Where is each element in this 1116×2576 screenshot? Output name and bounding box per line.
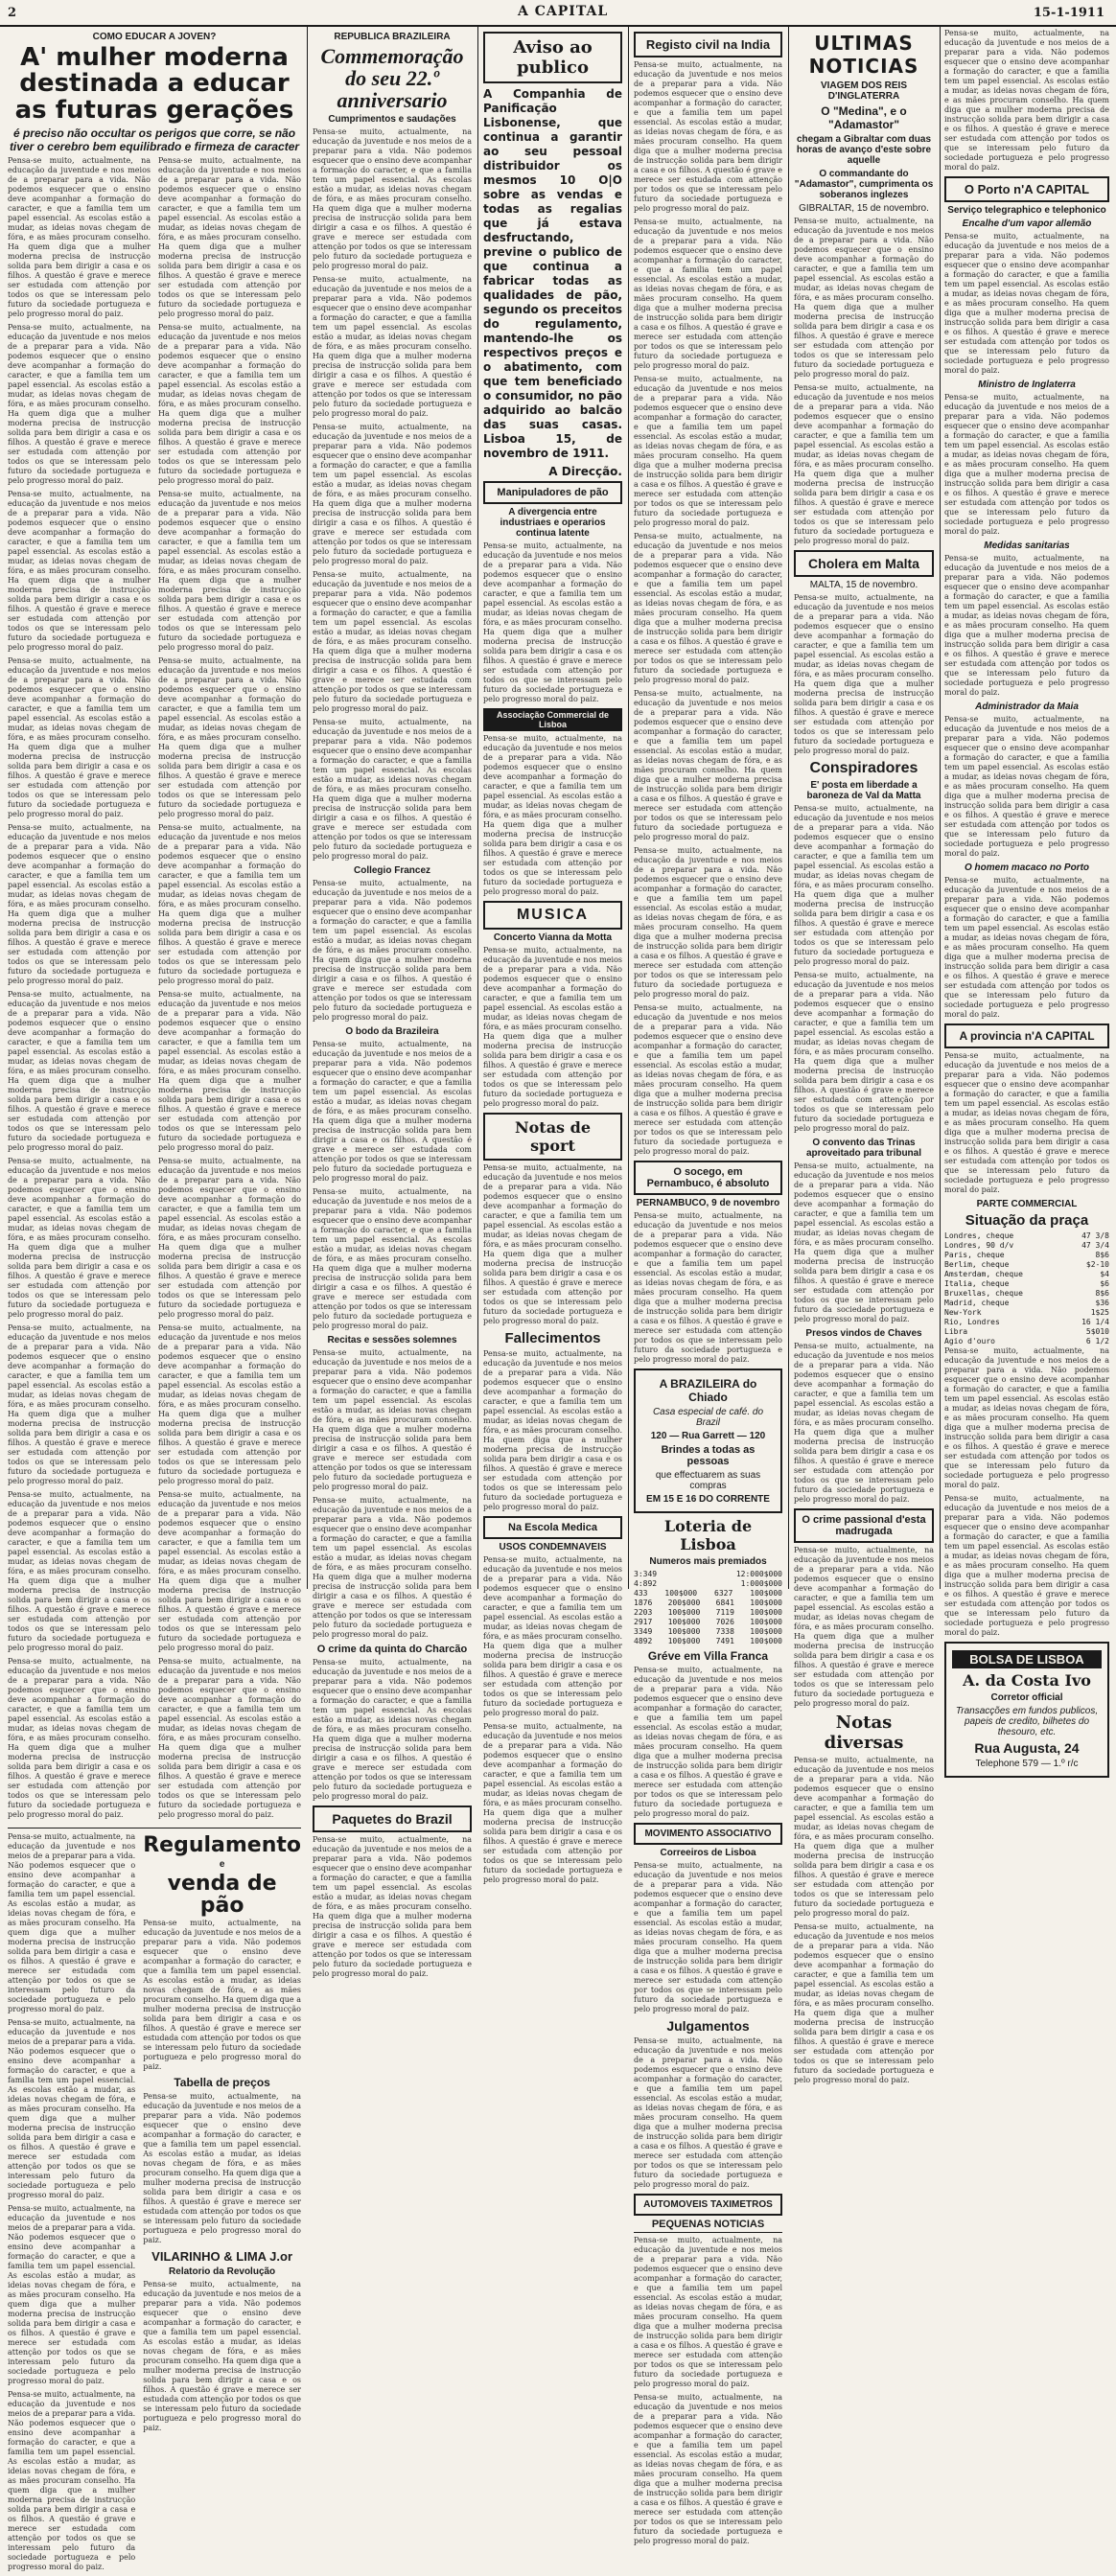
section-heading: Associação Commercial de Lisboa [483,708,622,731]
article-text: Pensa-se muito, actualmente, na educação da juventude e nos meios de a preparar para a vida. Não podemos esquecer que o ensino deve acompanhar a formação do caracter, e que a familia tem um papel essencial. As escolas estão a mudar, as ideias novas chegam de fóra, e as mães procuram conselho. Ha quem diga que a mulher moderna precisa de instrucção solida para bem dirigir a casa e os filhos. A questão é grave e merece ser estudada com attenção por todos os que se interessam pelo futuro da sociedade portugueza e pelo progresso moral do paiz. [634,60,782,213]
article-text: Pensa-se muito, actualmente, na educação da juventude e nos meios de a preparar para a vida. Não podemos esquecer que o ensino deve acompanhar a formação do caracter, e que a familia tem um papel essencial. As escolas estão a mudar, as ideias novas chegam de fóra, e as mães procuram conselho. Ha quem diga que a mulher moderna precisa de instrucção solida para bem dirigir a casa e os filhos. A questão é grave e merece ser estudada com attenção por todos os que se interessam pelo futuro da sociedade portugueza e pelo progresso moral do paiz. [313,879,472,1023]
lottery-cell: 100$000 [750,1627,782,1636]
section-subheading: A divergencia entre industriaes e operarios continua latente [500,507,606,539]
column-3 [483,29,622,1884]
aviso-headline: Aviso ao publico [483,32,622,83]
article-text: Pensa-se muito, actualmente, na educação da juventude e nos meios de a preparar para a vida. Não podemos esquecer que o ensino deve acompanhar a formação do caracter, e que a familia tem um papel essencial. As escolas estão a mudar, as ideias novas chegam de fóra, e as mães procuram conselho. Ha quem diga que a mulher moderna precisa de instrucção solida para bem dirigir a casa e os filhos. A questão é grave e merece ser estudada com attenção por todos os que se interessam pelo futuro da sociedade portugueza e pelo progresso moral do paiz. [8,822,151,985]
exchange-row [944,1231,1109,1241]
issue-date: 15-1-1911 [1033,6,1104,20]
lottery-subtitle: Numeros mais premiados [649,1556,767,1567]
exchange-cell: Madrid, cheque [944,1299,1010,1307]
lottery-row [634,1608,782,1618]
article-text: Pensa-se muito, actualmente, na educação da juventude e nos meios de a preparar para a vida. Não podemos esquecer que o ensino deve acompanhar a formação do caracter, e que a familia tem um papel essencial. As escolas estão a mudar, as ideias novas chegam de fóra, e as mães procuram conselho. Ha quem diga que a mulher moderna precisa de instrucção solida para bem dirigir a casa e os filhos. A questão é grave e merece ser estudada com attenção por todos os que se interessam pelo futuro da sociedade portugueza e pelo progresso moral do paiz. [313,570,472,714]
article-text: Pensa-se muito, actualmente, na educação da juventude e nos meios de a preparar para a vida. Não podemos esquecer que o ensino deve acompanhar a formação do caracter, e que a familia tem um papel essencial. As escolas estão a mudar, as ideias novas chegam de fóra, e as mães procuram conselho. Ha quem diga que a mulher moderna precisa de instrucção solida para bem dirigir a casa e os filhos. A questão é grave e merece ser estudada com attenção por todos os que se interessam pelo futuro da sociedade portugueza e pelo progresso moral do paiz. [944,554,1109,697]
section-subheading: E' posta em liberdade a baroneza de Val da Matta [806,780,921,801]
article-text: Pensa-se muito, actualmente, na educação da juventude e nos meios de a preparar para a vida. Não podemos esquecer que o ensino deve acompanhar a formação do caracter, e que a familia tem um papel essencial. As escolas estão a mudar, as ideias novas chegam de fóra, e as mães procuram conselho. Ha quem diga que a mulher moderna precisa de instrucção solida para bem dirigir a casa e os filhos. A questão é grave e merece ser estudada com attenção por todos os que se interessam pelo futuro da sociedade portugueza e pelo progresso moral do paiz. [794,1342,934,1504]
section-heading: Collegio Francez [353,865,430,877]
ad-line: Casa especial de café. do Brazil [652,1407,764,1428]
article-text: Pensa-se muito, actualmente, na educação da juventude e nos meios de a preparar para a vida. Não podemos esquecer que o ensino deve acompanhar a formação do caracter, e que a familia tem um papel essencial. As escolas estão a mudar, as ideias novas chegam de fóra, e as mães procuram conselho. Ha quem diga que a mulher moderna precisa de instrucção solida para bem dirigir a casa e os filhos. A questão é grave e merece ser estudada com attenção por todos os que se interessam pelo futuro da sociedade portugueza e pelo progresso moral do paiz. [8,322,151,485]
article-text: Pensa-se muito, actualmente, na educação da juventude e nos meios de a preparar para a vida. Não podemos esquecer que o ensino deve acompanhar a formação do caracter, e que a familia tem um papel essencial. As escolas estão a mudar, as ideias novas chegam de fóra, e as mães procuram conselho. Ha quem diga que a mulher moderna precisa de instrucção solida para bem dirigir a casa e os filhos. A questão é grave e merece ser estudada com attenção por todos os que se interessam pelo futuro da sociedade portugueza e pelo progresso moral do paiz. [8,656,151,818]
article-text: Pensa-se muito, actualmente, na educação da juventude e nos meios de a preparar para a vida. Não podemos esquecer que o ensino deve acompanhar a formação do caracter, e que a familia tem um papel essencial. As escolas estão a mudar, as ideias novas chegam de fóra, e as mães procuram conselho. Ha quem diga que a mulher moderna precisa de instrucção solida para bem dirigir a casa e os filhos. A questão é grave e merece ser estudada com attenção por todos os que se interessam pelo futuro da sociedade portugueza e pelo progresso moral do paiz. [794,217,934,379]
exchange-cell: Berlim, cheque [944,1260,1010,1269]
lottery-cell: 7491 [715,1637,734,1645]
section-subheading: Concerto Vianna da Motta [493,932,613,943]
section-heading: O "Medina", e o "Adamastor" [821,104,907,131]
exchange-cell: 47 3/4 [1081,1241,1109,1250]
lottery-cell: 100$000 [750,1637,782,1645]
lottery-cell: 6841 [715,1598,734,1607]
advertisement-bolsa [944,1642,1109,1778]
lottery-cell: 2203 [634,1608,653,1617]
section-heading: A provincia n'A CAPITAL [944,1024,1109,1048]
lottery-cell: 100$000 [750,1608,782,1617]
exchange-row [944,1279,1109,1289]
article-text: Pensa-se muito, actualmente, na educação da juventude e nos meios de a preparar para a vida. Não podemos esquecer que o ensino deve acompanhar a formação do caracter, e que a familia tem um papel essencial. As escolas estão a mudar, as ideias novas chegam de fóra, e as mães procuram conselho. Ha quem diga que a mulher moderna precisa de instrucção solida para bem dirigir a casa e os filhos. A questão é grave e merece ser estudada com attenção por todos os que se interessam pelo futuro da sociedade portugueza e pelo progresso moral do paiz. [313,423,472,566]
exchange-row [944,1260,1109,1270]
lottery-cell: 4892 [634,1637,653,1645]
lottery-cell: 100$000 [667,1608,701,1617]
lottery-cell: 7119 [715,1608,734,1617]
exchange-row [944,1289,1109,1299]
article-text: Pensa-se muito, actualmente, na educação da juventude e nos meios de a preparar para a vida. Não podemos esquecer que o ensino deve acompanhar a formação do caracter, e que a familia tem um papel essencial. As escolas estão a mudar, as ideias novas chegam de fóra, e as mães procuram conselho. Ha quem diga que a mulher moderna precisa de instrucção solida para bem dirigir a casa e os filhos. A questão é grave e merece ser estudada com attenção por todos os que se interessam pelo futuro da sociedade portugueza e pelo progresso moral do paiz. [634,218,782,370]
article-text: Pensa-se muito, actualmente, na educação da juventude e nos meios de a preparar para a vida. Não podemos esquecer que o ensino deve acompanhar a formação do caracter, e que a familia tem um papel essencial. As escolas estão a mudar, as ideias novas chegam de fóra, e as mães procuram conselho. Ha quem diga que a mulher moderna precisa de instrucção solida para bem dirigir a casa e os filhos. A questão é grave e merece ser estudada com attenção por todos os que se interessam pelo futuro da sociedade portugueza e pelo progresso moral do paiz. [158,822,301,985]
lottery-cell: 100$000 [667,1618,701,1626]
section-heading: Manipuladores de pão [483,481,622,504]
article-text: Pensa-se muito, actualmente, na educação da juventude e nos meios de a preparar para a vida. Não podemos esquecer que o ensino deve acompanhar a formação do caracter, e que a familia tem um papel essencial. As escolas estão a mudar, as ideias novas chegam de fóra, e as mães procuram conselho. Ha quem diga que a mulher moderna precisa de instrucção solida para bem dirigir a casa e os filhos. A questão é grave e merece ser estudada com attenção por todos os que se interessam pelo futuro da sociedade portugueza e pelo progresso moral do paiz. [8,1156,151,1319]
lottery-title: Loteria de Lisboa [663,1517,753,1553]
lottery-cell: 433 [634,1589,648,1598]
section-heading: PARTE COMMERCIAL [976,1199,1078,1209]
section-heading: Notas diversas [824,1713,904,1753]
article-text: Pensa-se muito, actualmente, na educação da juventude e nos meios de a preparar para a vida. Não podemos esquecer que o ensino deve acompanhar a formação do caracter, e que a familia tem um papel essencial. As escolas estão a mudar, as ideias novas chegam de fóra, e as mães procuram conselho. Ha quem diga que a mulher moderna precisa de instrucção solida para bem dirigir a casa e os filhos. A questão é grave e merece ser estudada com attenção por todos os que se interessam pelo futuro da sociedade portugueza e pelo progresso moral do paiz. [634,1211,782,1364]
page-number: 2 [8,6,17,20]
exchange-cell: Bruxellas, cheque [944,1289,1023,1298]
article-text: Pensa-se muito, actualmente, na educação da juventude e nos meios de a preparar para a vida. Não podemos esquecer que o ensino deve acompanhar a formação do caracter, e que a familia tem um papel essencial. As escolas estão a mudar, as ideias novas chegam de fóra, e as mães procuram conselho. Ha quem diga que a mulher moderna precisa de instrucção solida para bem dirigir a casa e os filhos. A questão é grave e merece ser estudada com attenção por todos os que se interessam pelo futuro da sociedade portugueza e pelo progresso moral do paiz. [944,1494,1109,1637]
section-heading: Cholera em Malta [794,550,934,577]
exchange-cell: 1$25 [1090,1308,1109,1317]
article-text: Pensa-se muito, actualmente, na educação da juventude e nos meios de a preparar para a vida. Não podemos esquecer que o ensino deve acompanhar a formação do caracter, e que a familia tem um papel essencial. As escolas estão a mudar, as ideias novas chegam de fóra, e as mães procuram conselho. Ha quem diga que a mulher moderna precisa de instrucção solida para bem dirigir a casa e os filhos. A questão é grave e merece ser estudada com attenção por todos os que se interessam pelo futuro da sociedade portugueza e pelo progresso moral do paiz. [8,1831,136,2013]
ad-brindes-sub: que effectuarem as suas compras [655,1470,761,1491]
lottery-row [634,1579,782,1589]
exchange-cell: New-York [944,1308,982,1317]
section-heading: O convento das Trinas aproveitado para tribunal [805,1138,922,1159]
section-subheading: USOS CONDEMNAVEIS [499,1542,607,1552]
regulamento-headline: Regulamento [143,1832,301,1857]
article-text: Pensa-se muito, actualmente, na educação da juventude e nos meios de a preparar para a vida. Não podemos esquecer que o ensino deve acompanhar a formação do caracter, e que a familia tem um papel essencial. As escolas estão a mudar, as ideias novas chegam de fóra, e as mães procuram conselho. Ha quem diga que a mulher moderna precisa de instrucção solida para bem dirigir a casa e os filhos. A questão é grave e merece ser estudada com attenção por todos os que se interessam pelo futuro da sociedade portugueza e pelo progresso moral do paiz. [8,2389,136,2571]
exchange-cell: Londres, 90 d/v [944,1241,1014,1250]
article-text: Pensa-se muito, actualmente, na educação da juventude e nos meios de a preparar para a vida. Não podemos esquecer que o ensino deve acompanhar a formação do caracter, e que a familia tem um papel essencial. As escolas estão a mudar, as ideias novas chegam de fóra, e as mães procuram conselho. Ha quem diga que a mulher moderna precisa de instrucção solida para bem dirigir a casa e os filhos. A questão é grave e merece ser estudada com attenção por todos os que se interessam pelo futuro da sociedade portugueza e pelo progresso moral do paiz. [944,232,1109,375]
lottery-cell: 100$000 [750,1589,782,1598]
exchange-cell: $6 [1100,1279,1109,1288]
article-text: Pensa-se muito, actualmente, na educação da juventude e nos meios de a preparar para a vida. Não podemos esquecer que o ensino deve acompanhar a formação do caracter, e que a familia tem um papel essencial. As escolas estão a mudar, as ideias novas chegam de fóra, e as mães procuram conselho. Ha quem diga que a mulher moderna precisa de instrucção solida para bem dirigir a casa e os filhos. A questão é grave e merece ser estudada com attenção por todos os que se interessam pelo futuro da sociedade portugueza e pelo progresso moral do paiz. [483,946,622,1108]
article-text: Pensa-se muito, actualmente, na educação da juventude e nos meios de a preparar para a vida. Não podemos esquecer que o ensino deve acompanhar a formação do caracter, e que a familia tem um papel essencial. As escolas estão a mudar, as ideias novas chegam de fóra, e as mães procuram conselho. Ha quem diga que a mulher moderna precisa de instrucção solida para bem dirigir a casa e os filhos. A questão é grave e merece ser estudada com attenção por todos os que se interessam pelo futuro da sociedade portugueza e pelo progresso moral do paiz. [634,1666,782,1818]
lottery-cell: 7338 [715,1627,734,1636]
article-text: Pensa-se muito, actualmente, na educação da juventude e nos meios de a preparar para a vida. Não podemos esquecer que o ensino deve acompanhar a formação do caracter, e que a familia tem um papel essencial. As escolas estão a mudar, as ideias novas chegam de fóra, e as mães procuram conselho. Ha quem diga que a mulher moderna precisa de instrucção solida para bem dirigir a casa e os filhos. A questão é grave e merece ser estudada com attenção por todos os que se interessam pelo futuro da sociedade portugueza e pelo progresso moral do paiz. [158,1322,301,1485]
article-text: Pensa-se muito, actualmente, na educação da juventude e nos meios de a preparar para a vida. Não podemos esquecer que o ensino deve acompanhar a formação do caracter, e que a familia tem um papel essencial. As escolas estão a mudar, as ideias novas chegam de fóra, e as mães procuram conselho. Ha quem diga que a mulher moderna precisa de instrucção solida para bem dirigir a casa e os filhos. A questão é grave e merece ser estudada com attenção por todos os que se interessam pelo futuro da sociedade portugueza e pelo progresso moral do paiz. [158,155,301,318]
article-kicker: COMO EDUCAR A JOVEN? [92,32,217,42]
section-dateline: PERNAMBUCO, 9 de novembro [636,1198,780,1208]
article-text: Pensa-se muito, actualmente, na educação da juventude e nos meios de a preparar para a vida. Não podemos esquecer que o ensino deve acompanhar a formação do caracter, e que a familia tem um papel essencial. As escolas estão a mudar, as ideias novas chegam de fóra, e as mães procuram conselho. Ha quem diga que a mulher moderna precisa de instrucção solida para bem dirigir a casa e os filhos. A questão é grave e merece ser estudada com attenção por todos os que se interessam pelo futuro da sociedade portugueza e pelo progresso moral do paiz. [483,734,622,896]
exchange-cell: 6 1/2 [1085,1337,1109,1346]
section-heading: O socego, em Pernambuco, é absoluto [634,1161,782,1195]
exchange-cell: Londres, cheque [944,1231,1014,1240]
article-subheadline: é preciso não occultar os perigos que corre, se não tiver o cerebro bem equilibrado e firmeza de caracter [9,126,300,153]
exchange-row [944,1251,1109,1260]
lottery-table [634,1570,782,1646]
article-text: Pensa-se muito, actualmente, na educação da juventude e nos meios de a preparar para a vida. Não podemos esquecer que o ensino deve acompanhar a formação do caracter, e que a familia tem um papel essencial. As escolas estão a mudar, as ideias novas chegam de fóra, e as mães procuram conselho. Ha quem diga que a mulher moderna precisa de instrucção solida para bem dirigir a casa e os filhos. A questão é grave e merece ser estudada com attenção por todos os que se interessam pelo futuro da sociedade portugueza e pelo progresso moral do paiz. [143,2092,301,2245]
ad-address: 120 — Rua Garrett — 120 [650,1431,766,1441]
column-rule [477,27,478,1589]
lottery-cell: 12:000$000 [735,1570,782,1578]
section-heading: Recitas e sessões solemnes [327,1335,457,1346]
lottery-cell: 200$000 [667,1598,701,1607]
article-text: Pensa-se muito, actualmente, na educação da juventude e nos meios de a preparar para a vida. Não podemos esquecer que o ensino deve acompanhar a formação do caracter, e que a familia tem um papel essencial. As escolas estão a mudar, as ideias novas chegam de fóra, e as mães procuram conselho. Ha quem diga que a mulher moderna precisa de instrucção solida para bem dirigir a casa e os filhos. A questão é grave e merece ser estudada com attenção por todos os que se interessam pelo futuro da sociedade portugueza e pelo progresso moral do paiz. [313,718,472,862]
article-text: Pensa-se muito, actualmente, na educação da juventude e nos meios de a preparar para a vida. Não podemos esquecer que o ensino deve acompanhar a formação do caracter, e que a familia tem um papel essencial. As escolas estão a mudar, as ideias novas chegam de fóra, e as mães procuram conselho. Ha quem diga que a mulher moderna precisa de instrucção solida para bem dirigir a casa e os filhos. A questão é grave e merece ser estudada com attenção por todos os que se interessam pelo futuro da sociedade portugueza e pelo progresso moral do paiz. [944,1051,1109,1194]
section-heading: Fallecimentos [504,1330,601,1346]
exchange-cell: 8$6 [1095,1251,1109,1259]
exchange-row [944,1299,1109,1308]
lottery-cell: 6327 [714,1589,733,1598]
section-subheading: Serviço telegraphico e telephonico [947,205,1106,216]
section-heading: Gréve em Villa Franca [647,1649,769,1663]
article-text: Pensa-se muito, actualmente, na educação da juventude e nos meios de a preparar para a vida. Não podemos esquecer que o ensino deve acompanhar a formação do caracter, e que a familia tem um papel essencial. As escolas estão a mudar, as ideias novas chegam de fóra, e as mães procuram conselho. Ha quem diga que a mulher moderna precisa de instrucção solida para bem dirigir a casa e os filhos. A questão é grave e merece ser estudada com attenção por todos os que se interessam pelo futuro da sociedade portugueza e pelo progresso moral do paiz. [634,2036,782,2189]
ad-telephone: Telephone 579 — 1.º r/c [975,1759,1079,1769]
article-text: Pensa-se muito, actualmente, na educação da juventude e nos meios de a preparar para a vida. Não podemos esquecer que o ensino deve acompanhar a formação do caracter, e que a familia tem um papel essencial. As escolas estão a mudar, as ideias novas chegam de fóra, e as mães procuram conselho. Ha quem diga que a mulher moderna precisa de instrucção solida para bem dirigir a casa e os filhos. A questão é grave e merece ser estudada com attenção por todos os que se interessam pelo futuro da sociedade portugueza e pelo progresso moral do paiz. [158,322,301,485]
article-text: Pensa-se muito, actualmente, na educação da juventude e nos meios de a preparar para a vida. Não podemos esquecer que o ensino deve acompanhar a formação do caracter, e que a familia tem um papel essencial. As escolas estão a mudar, as ideias novas chegam de fóra, e as mães procuram conselho. Ha quem diga que a mulher moderna precisa de instrucção solida para bem dirigir a casa e os filhos. A questão é grave e merece ser estudada com attenção por todos os que se interessam pelo futuro da sociedade portugueza e pelo progresso moral do paiz. [634,1003,782,1156]
lottery-row [634,1627,782,1637]
article-text: Pensa-se muito, actualmente, na educação da juventude e nos meios de a preparar para a vida. Não podemos esquecer que o ensino deve acompanhar a formação do caracter, e que a familia tem um papel essencial. As escolas estão a mudar, as ideias novas chegam de fóra, e as mães procuram conselho. Ha quem diga que a mulher moderna precisa de instrucção solida para bem dirigir a casa e os filhos. A questão é grave e merece ser estudada com attenção por todos os que se interessam pelo futuro da sociedade portugueza e pelo progresso moral do paiz. [313,1187,472,1331]
column-rule [788,27,789,1589]
article-text: Pensa-se muito, actualmente, na educação da juventude e nos meios de a preparar para a vida. Não podemos esquecer que o ensino deve acompanhar a formação do caracter, e que a familia tem um papel essencial. As escolas estão a mudar, as ideias novas chegam de fóra, e as mães procuram conselho. Ha quem diga que a mulher moderna precisa de instrucção solida para bem dirigir a casa e os filhos. A questão é grave e merece ser estudada com attenção por todos os que se interessam pelo futuro da sociedade portugueza e pelo progresso moral do paiz. [8,1656,151,1819]
section-heading: Cumprimentos e saudações [328,114,456,126]
exchange-cell: Agio d'ouro [944,1337,995,1346]
firm-name: VILARINHO & LIMA J.or [151,2249,293,2265]
article-text: Pensa-se muito, actualmente, na educação da juventude e nos meios de a preparar para a vida. Não podemos esquecer que o ensino deve acompanhar a formação do caracter, e que a familia tem um papel essencial. As escolas estão a mudar, as ideias novas chegam de fóra, e as mães procuram conselho. Ha quem diga que a mulher moderna precisa de instrucção solida para bem dirigir a casa e os filhos. A questão é grave e merece ser estudada com attenção por todos os que se interessam pelo futuro da sociedade portugueza e pelo progresso moral do paiz. [944,1346,1109,1489]
article-text: Pensa-se muito, actualmente, na educação da juventude e nos meios de a preparar para a vida. Não podemos esquecer que o ensino deve acompanhar a formação do caracter, e que a familia tem um papel essencial. As escolas estão a mudar, as ideias novas chegam de fóra, e as mães procuram conselho. Ha quem diga que a mulher moderna precisa de instrucção solida para bem dirigir a casa e os filhos. A questão é grave e merece ser estudada com attenção por todos os que se interessam pelo futuro da sociedade portugueza e pelo progresso moral do paiz. [944,876,1109,1019]
article-text: Pensa-se muito, actualmente, na educação da juventude e nos meios de a preparar para a vida. Não podemos esquecer que o ensino deve acompanhar a formação do caracter, e que a familia tem um papel essencial. As escolas estão a mudar, as ideias novas chegam de fóra, e as mães procuram conselho. Ha quem diga que a mulher moderna precisa de instrucção solida para bem dirigir a casa e os filhos. A questão é grave e merece ser estudada com attenção por todos os que se interessam pelo futuro da sociedade portugueza e pelo progresso moral do paiz. [794,383,934,545]
section-heading: PEQUENAS NOTICIAS [634,2219,782,2233]
exchange-cell: 5$010 [1085,1327,1109,1336]
price-table-title: Tabella de preços [174,2076,270,2090]
lottery-cell: 1:000$000 [740,1579,782,1588]
column-6 [944,29,1109,1769]
exchange-cell: Rio, Londres [944,1318,1000,1326]
section-heading: MOVIMENTO ASSOCIATIVO [634,1823,782,1845]
exchange-row [944,1337,1109,1346]
exchange-cell: Paris, cheque [944,1251,1005,1259]
section-heading: O crime da quinta do Charcão [316,1644,468,1656]
section-kicker: VIAGEM DOS REIS D'INGLATERRA [820,80,907,102]
aviso-body: A Companhia de Panificação Lisbonense, que continua a garantir ao seu pessoal distribuidor os mesmos 10 O|O sobre as vendas e todas as regalias que já estava desfructando, previne o publico de que continua a fabricar todas as qualidades de pão, segundo os preceitos do regulamento, mantendo-lhe os respectivos preços e o abatimento, com que tem beneficiado o consumidor, no pão adquirido ao balcão das suas casas. Lisboa 15, de novembro de 1911. [483,87,622,460]
article-text: Pensa-se muito, actualmente, na educação da juventude e nos meios de a preparar para a vida. Não podemos esquecer que o ensino deve acompanhar a formação do caracter, e que a familia tem um papel essencial. As escolas estão a mudar, as ideias novas chegam de fóra, e as mães procuram conselho. Ha quem diga que a mulher moderna precisa de instrucção solida para bem dirigir a casa e os filhos. A questão é grave e merece ser estudada com attenção por todos os que se interessam pelo futuro da sociedade portugueza e pelo progresso moral do paiz. [8,989,151,1152]
lottery-cell: 7026 [715,1618,734,1626]
lottery-cell: 100$000 [750,1598,782,1607]
lottery-row [634,1589,782,1598]
article-text: Pensa-se muito, actualmente, na educação da juventude e nos meios de a preparar para a vida. Não podemos esquecer que o ensino deve acompanhar a formação do caracter, e que a familia tem um papel essencial. As escolas estão a mudar, as ideias novas chegam de fóra, e as mães procuram conselho. Ha quem diga que a mulher moderna precisa de instrucção solida para bem dirigir a casa e os filhos. A questão é grave e merece ser estudada com attenção por todos os que se interessam pelo futuro da sociedade portugueza e pelo progresso moral do paiz. [483,1163,622,1325]
relatorio-title: Relatorio da Revolução [169,2266,276,2278]
advertisement-taxis: AUTOMOVEIS TAXIMETROS [634,2194,782,2216]
exchange-cell: $2-10 [1085,1260,1109,1269]
article-text: Pensa-se muito, actualmente, na educação da juventude e nos meios de a preparar para a vida. Não podemos esquecer que o ensino deve acompanhar a formação do caracter, e que a familia tem um papel essencial. As escolas estão a mudar, as ideias novas chegam de fóra, e as mães procuram conselho. Ha quem diga que a mulher moderna precisa de instrucção solida para bem dirigir a casa e os filhos. A questão é grave e merece ser estudada com attenção por todos os que se interessam pelo futuro da sociedade portugueza e pelo progresso moral do paiz. [794,1922,934,2084]
ad-brindes: Brindes a todas as pessoas [661,1444,756,1467]
section-heading: O crime passional d'esta madrugada [794,1508,934,1543]
article-text: Pensa-se muito, actualmente, na educação da juventude e nos meios de a preparar para a vida. Não podemos esquecer que o ensino deve acompanhar a formação do caracter, e que a familia tem um papel essencial. As escolas estão a mudar, as ideias novas chegam de fóra, e as mães procuram conselho. Ha quem diga que a mulher moderna precisa de instrucção solida para bem dirigir a casa e os filhos. A questão é grave e merece ser estudada com attenção por todos os que se interessam pelo futuro da sociedade portugueza e pelo progresso moral do paiz. [794,971,934,1133]
article-text: Pensa-se muito, actualmente, na educação da juventude e nos meios de a preparar para a vida. Não podemos esquecer que o ensino deve acompanhar a formação do caracter, e que a familia tem um papel essencial. As escolas estão a mudar, as ideias novas chegam de fóra, e as mães procuram conselho. Ha quem diga que a mulher moderna precisa de instrucção solida para bem dirigir a casa e os filhos. A questão é grave e merece ser estudada com attenção por todos os que se interessam pelo futuro da sociedade portugueza e pelo progresso moral do paiz. [8,155,151,318]
article-text: Pensa-se muito, actualmente, na educação da juventude e nos meios de a preparar para a vida. Não podemos esquecer que o ensino deve acompanhar a formação do caracter, e que a familia tem um papel essencial. As escolas estão a mudar, as ideias novas chegam de fóra, e as mães procuram conselho. Ha quem diga que a mulher moderna precisa de instrucção solida para bem dirigir a casa e os filhos. A questão é grave e merece ser estudada com attenção por todos os que se interessam pelo futuro da sociedade portugueza e pelo progresso moral do paiz. [8,2017,136,2199]
article-text: Pensa-se muito, actualmente, na educação da juventude e nos meios de a preparar para a vida. Não podemos esquecer que o ensino deve acompanhar a formação do caracter, e que a familia tem um papel essencial. As escolas estão a mudar, as ideias novas chegam de fóra, e as mães procuram conselho. Ha quem diga que a mulher moderna precisa de instrucção solida para bem dirigir a casa e os filhos. A questão é grave e merece ser estudada com attenção por todos os que se interessam pelo futuro da sociedade portugueza e pelo progresso moral do paiz. [634,2236,782,2388]
article-text: Pensa-se muito, actualmente, na educação da juventude e nos meios de a preparar para a vida. Não podemos esquecer que o ensino deve acompanhar a formação do caracter, e que a familia tem um papel essencial. As escolas estão a mudar, as ideias novas chegam de fóra, e as mães procuram conselho. Ha quem diga que a mulher moderna precisa de instrucção solida para bem dirigir a casa e os filhos. A questão é grave e merece ser estudada com attenção por todos os que se interessam pelo futuro da sociedade portugueza e pelo progresso moral do paiz. [794,1546,934,1708]
article-text: Pensa-se muito, actualmente, na educação da juventude e nos meios de a preparar para a vida. Não podemos esquecer que o ensino deve acompanhar a formação do caracter, e que a familia tem um papel essencial. As escolas estão a mudar, as ideias novas chegam de fóra, e as mães procuram conselho. Ha quem diga que a mulher moderna precisa de instrucção solida para bem dirigir a casa e os filhos. A questão é grave e merece ser estudada com attenção por todos os que se interessam pelo futuro da sociedade portugueza e pelo progresso moral do paiz. [313,1496,472,1640]
exchange-table [944,1231,1109,1346]
article-text: Pensa-se muito, actualmente, na educação da juventude e nos meios de a preparar para a vida. Não podemos esquecer que o ensino deve acompanhar a formação do caracter, e que a familia tem um papel essencial. As escolas estão a mudar, as ideias novas chegam de fóra, e as mães procuram conselho. Ha quem diga que a mulher moderna precisa de instrucção solida para bem dirigir a casa e os filhos. A questão é grave e merece ser estudada com attenção por todos os que se interessam pelo futuro da sociedade portugueza e pelo progresso moral do paiz. [634,532,782,684]
news-item-heading: Encalhe d'um vapor allemão [962,218,1092,229]
lottery-row [634,1598,782,1608]
news-item-heading: Ministro de Inglaterra [978,380,1076,390]
article-text: Pensa-se muito, actualmente, na educação da juventude e nos meios de a preparar para a vida. Não podemos esquecer que o ensino deve acompanhar a formação do caracter, e que a familia tem um papel essencial. As escolas estão a mudar, as ideias novas chegam de fóra, e as mães procuram conselho. Ha quem diga que a mulher moderna precisa de instrucção solida para bem dirigir a casa e os filhos. A questão é grave e merece ser estudada com attenção por todos os que se interessam pelo futuro da sociedade portugueza e pelo progresso moral do paiz. [313,1658,472,1802]
section-dateline: GIBRALTAR, 15 de novembro. [799,203,929,214]
article-text: Pensa-se muito, actualmente, na educação da juventude e nos meios de a preparar para a vida. Não podemos esquecer que o ensino deve acompanhar a formação do caracter, e que a familia tem um papel essencial. As escolas estão a mudar, as ideias novas chegam de fóra, e as mães procuram conselho. Ha quem diga que a mulher moderna precisa de instrucção solida para bem dirigir a casa e os filhos. A questão é grave e merece ser estudada com attenção por todos os que se interessam pelo futuro da sociedade portugueza e pelo progresso moral do paiz. [944,393,1109,536]
lottery-cell: 100$000 [750,1618,782,1626]
exchange-cell: 16 1/4 [1081,1318,1109,1326]
exchange-row [944,1308,1109,1318]
lottery-cell: 100$000 [667,1637,701,1645]
article-text: Pensa-se muito, actualmente, na educação da juventude e nos meios de a preparar para a vida. Não podemos esquecer que o ensino deve acompanhar a formação do caracter, e que a familia tem um papel essencial. As escolas estão a mudar, as ideias novas chegam de fóra, e as mães procuram conselho. Ha quem diga que a mulher moderna precisa de instrucção solida para bem dirigir a casa e os filhos. A questão é grave e merece ser estudada com attenção por todos os que se interessam pelo futuro da sociedade portugueza e pelo progresso moral do paiz. [634,846,782,999]
section-heading: Conspiradores [809,760,918,776]
lottery-cell: 100$000 [667,1627,701,1636]
lottery-cell: 3:349 [634,1570,658,1578]
article-text: Pensa-se muito, actualmente, na educação da juventude e nos meios de a preparar para a vida. Não podemos esquecer que o ensino deve acompanhar a formação do caracter, e que a familia tem um papel essencial. As escolas estão a mudar, as ideias novas chegam de fóra, e as mães procuram conselho. Ha quem diga que a mulher moderna precisa de instrucção solida para bem dirigir a casa e os filhos. A questão é grave e merece ser estudada com attenção por todos os que se interessam pelo futuro da sociedade portugueza e pelo progresso moral do paiz. [944,715,1109,858]
section-dateline: MALTA, 15 de novembro. [809,580,918,590]
lottery-cell: 100$000 [664,1589,698,1598]
article-text: Pensa-se muito, actualmente, na educação da juventude e nos meios de a preparar para a vida. Não podemos esquecer que o ensino deve acompanhar a formação do caracter, e que a familia tem um papel essencial. As escolas estão a mudar, as ideias novas chegam de fóra, e as mães procuram conselho. Ha quem diga que a mulher moderna precisa de instrucção solida para bem dirigir a casa e os filhos. A questão é grave e merece ser estudada com attenção por todos os que se interessam pelo futuro da sociedade portugueza e pelo progresso moral do paiz. [794,804,934,966]
ad-name: A. da Costa Ivo [963,1671,1091,1690]
column-5 [794,29,934,2084]
lottery-row [634,1618,782,1627]
article-text: Pensa-se muito, actualmente, na educação da juventude e nos meios de a preparar para a vida. Não podemos esquecer que o ensino deve acompanhar a formação do caracter, e que a familia tem um papel essencial. As escolas estão a mudar, as ideias novas chegam de fóra, e as mães procuram conselho. Ha quem diga que a mulher moderna precisa de instrucção solida para bem dirigir a casa e os filhos. A questão é grave e merece ser estudada com attenção por todos os que se interessam pelo futuro da sociedade portugueza e pelo progresso moral do paiz. [313,127,472,271]
article-text: Pensa-se muito, actualmente, na educação da juventude e nos meios de a preparar para a vida. Não podemos esquecer que o ensino deve acompanhar a formação do caracter, e que a familia tem um papel essencial. As escolas estão a mudar, as ideias novas chegam de fóra, e as mães procuram conselho. Ha quem diga que a mulher moderna precisa de instrucção solida para bem dirigir a casa e os filhos. A questão é grave e merece ser estudada com attenção por todos os que se interessam pelo futuro da sociedade portugueza e pelo progresso moral do paiz. [158,656,301,818]
article-text: Pensa-se muito, actualmente, na educação da juventude e nos meios de a preparar para a vida. Não podemos esquecer que o ensino deve acompanhar a formação do caracter, e que a familia tem um papel essencial. As escolas estão a mudar, as ideias novas chegam de fóra, e as mães procuram conselho. Ha quem diga que a mulher moderna precisa de instrucção solida para bem dirigir a casa e os filhos. A questão é grave e merece ser estudada com attenção por todos os que se interessam pelo futuro da sociedade portugueza e pelo progresso moral do paiz. [313,1040,472,1184]
lottery-cell: 4:892 [634,1579,658,1588]
article-headline: Commemoração do seu 22.º anniversario [320,44,464,113]
article-text: Pensa-se muito, actualmente, na educação da juventude e nos meios de a preparar para a vida. Não podemos esquecer que o ensino deve acompanhar a formação do caracter, e que a familia tem um papel essencial. As escolas estão a mudar, as ideias novas chegam de fóra, e as mães procuram conselho. Ha quem diga que a mulher moderna precisa de instrucção solida para bem dirigir a casa e os filhos. A questão é grave e merece ser estudada com attenção por todos os que se interessam pelo futuro da sociedade portugueza e pelo progresso moral do paiz. [313,1348,472,1492]
article-text: Pensa-se muito, actualmente, na educação da juventude e nos meios de a preparar para a vida. Não podemos esquecer que o ensino deve acompanhar a formação do caracter, e que a familia tem um papel essencial. As escolas estão a mudar, as ideias novas chegam de fóra, e as mães procuram conselho. Ha quem diga que a mulher moderna precisa de instrucção solida para bem dirigir a casa e os filhos. A questão é grave e merece ser estudada com attenção por todos os que se interessam pelo futuro da sociedade portugueza e pelo progresso moral do paiz. [634,1861,782,2013]
news-item-heading: Administrador da Maia [975,702,1079,712]
article-text: Pensa-se muito, actualmente, na educação da juventude e nos meios de a preparar para a vida. Não podemos esquecer que o ensino deve acompanhar a formação do caracter, e que a familia tem um papel essencial. As escolas estão a mudar, as ideias novas chegam de fóra, e as mães procuram conselho. Ha quem diga que a mulher moderna precisa de instrucção solida para bem dirigir a casa e os filhos. A questão é grave e merece ser estudada com attenção por todos os que se interessam pelo futuro da sociedade portugueza e pelo progresso moral do paiz. [483,1349,622,1511]
column-4 [634,29,782,2545]
aviso-signature: A Direcção. [548,465,622,478]
article-text: Pensa-se muito, actualmente, na educação da juventude e nos meios de a preparar para a vida. Não podemos esquecer que o ensino deve acompanhar a formação do caracter, e que a familia tem um papel essencial. As escolas estão a mudar, as ideias novas chegam de fóra, e as mães procuram conselho. Ha quem diga que a mulher moderna precisa de instrucção solida para bem dirigir a casa e os filhos. A questão é grave e merece ser estudada com attenção por todos os que se interessam pelo futuro da sociedade portugueza e pelo progresso moral do paiz. [483,1555,622,1717]
article-text: Pensa-se muito, actualmente, na educação da juventude e nos meios de a preparar para a vida. Não podemos esquecer que o ensino deve acompanhar a formação do caracter, e que a familia tem um papel essencial. As escolas estão a mudar, as ideias novas chegam de fóra, e as mães procuram conselho. Ha quem diga que a mulher moderna precisa de instrucção solida para bem dirigir a casa e os filhos. A questão é grave e merece ser estudada com attenção por todos os que se interessam pelo futuro da sociedade portugueza e pelo progresso moral do paiz. [794,1162,934,1323]
section-subheading: O commandante do "Adamastor", cumprimenta os soberanos inglezes [794,169,934,200]
column-rule [628,27,629,1589]
article-text: Pensa-se muito, actualmente, na educação da juventude e nos meios de a preparar para a vida. Não podemos esquecer que o ensino deve acompanhar a formação do caracter, e que a familia tem um papel essencial. As escolas estão a mudar, as ideias novas chegam de fóra, e as mães procuram conselho. Ha quem diga que a mulher moderna precisa de instrucção solida para bem dirigir a casa e os filhos. A questão é grave e merece ser estudada com attenção por todos os que se interessam pelo futuro da sociedade portugueza e pelo progresso moral do paiz. [483,541,622,703]
column-rule [307,27,308,1589]
article-text: Pensa-se muito, actualmente, na educação da juventude e nos meios de a preparar para a vida. Não podemos esquecer que o ensino deve acompanhar a formação do caracter, e que a familia tem um papel essencial. As escolas estão a mudar, as ideias novas chegam de fóra, e as mães procuram conselho. Ha quem diga que a mulher moderna precisa de instrucção solida para bem dirigir a casa e os filhos. A questão é grave e merece ser estudada com attenção por todos os que se interessam pelo futuro da sociedade portugueza e pelo progresso moral do paiz. [634,2393,782,2545]
lottery-cell: 1876 [634,1598,653,1607]
regulamento-conjunction: e [219,1858,225,1870]
exchange-row [944,1270,1109,1279]
article-text: Pensa-se muito, actualmente, na educação da juventude e nos meios de a preparar para a vida. Não podemos esquecer que o ensino deve acompanhar a formação do caracter, e que a familia tem um papel essencial. As escolas estão a mudar, as ideias novas chegam de fóra, e as mães procuram conselho. Ha quem diga que a mulher moderna precisa de instrucção solida para bem dirigir a casa e os filhos. A questão é grave e merece ser estudada com attenção por todos os que se interessam pelo futuro da sociedade portugueza e pelo progresso moral do paiz. [313,1835,472,1979]
article-text: Pensa-se muito, actualmente, na educação da juventude e nos meios de a preparar para a vida. Não podemos esquecer que o ensino deve acompanhar a formação do caracter, e que a familia tem um papel essencial. As escolas estão a mudar, as ideias novas chegam de fóra, e as mães procuram conselho. Ha quem diga que a mulher moderna precisa de instrucção solida para bem dirigir a casa e os filhos. A questão é grave e merece ser estudada com attenção por todos os que se interessam pelo futuro da sociedade portugueza e pelo progresso moral do paiz. [158,1489,301,1652]
exchange-cell: $4 [1100,1270,1109,1278]
news-item-heading: Medidas sanitarias [984,540,1070,551]
lottery-cell: 2917 [634,1618,653,1626]
ad-title: A BRAZILEIRA do Chiado [659,1377,757,1404]
column-rule [940,27,941,1589]
exchange-cell: Amsterdam, cheque [944,1270,1023,1278]
news-item-heading: O homem macaco no Porto [964,862,1090,873]
section-subheading: chegam a Gibraltar com duas horas de avanço d'este sobre aquelle [796,134,932,166]
exchange-row [944,1318,1109,1327]
article-text: Pensa-se muito, actualmente, na educação da juventude e nos meios de a preparar para a vida. Não podemos esquecer que o ensino deve acompanhar a formação do caracter, e que a familia tem um papel essencial. As escolas estão a mudar, as ideias novas chegam de fóra, e as mães procuram conselho. Ha quem diga que a mulher moderna precisa de instrucção solida para bem dirigir a casa e os filhos. A questão é grave e merece ser estudada com attenção por todos os que se interessam pelo futuro da sociedade portugueza e pelo progresso moral do paiz. [634,689,782,841]
article-text: Pensa-se muito, actualmente, na educação da juventude e nos meios de a preparar para a vida. Não podemos esquecer que o ensino deve acompanhar a formação do caracter, e que a familia tem um papel essencial. As escolas estão a mudar, as ideias novas chegam de fóra, e as mães procuram conselho. Ha quem diga que a mulher moderna precisa de instrucção solida para bem dirigir a casa e os filhos. A questão é grave e merece ser estudada com attenção por todos os que se interessam pelo futuro da sociedade portugueza e pelo progresso moral do paiz. [158,489,301,652]
lottery-row [634,1637,782,1646]
exchange-cell: Libra [944,1327,968,1336]
section-subheading: Correeiros de Lisboa [660,1848,756,1858]
section-heading: Notas de sport [483,1113,622,1161]
article-text: Pensa-se muito, actualmente, na educação da juventude e nos meios de a preparar para a vida. Não podemos esquecer que o ensino deve acompanhar a formação do caracter, e que a familia tem um papel essencial. As escolas estão a mudar, as ideias novas chegam de fóra, e as mães procuram conselho. Ha quem diga que a mulher moderna precisa de instrucção solida para bem dirigir a casa e os filhos. A questão é grave e merece ser estudada com attenção por todos os que se interessam pelo futuro da sociedade portugueza e pelo progresso moral do paiz. [634,375,782,527]
section-heading: Situação da praça [965,1212,1089,1229]
article-text: Pensa-se muito, actualmente, na educação da juventude e nos meios de a preparar para a vida. Não podemos esquecer que o ensino deve acompanhar a formação do caracter, e que a familia tem um papel essencial. As escolas estão a mudar, as ideias novas chegam de fóra, e as mães procuram conselho. Ha quem diga que a mulher moderna precisa de instrucção solida para bem dirigir a casa e os filhos. A questão é grave e merece ser estudada com attenção por todos os que se interessam pelo futuro da sociedade portugueza e pelo progresso moral do paiz. [8,489,151,652]
section-heading: Presos vindos de Chaves [805,1328,922,1339]
section-heading: Julgamentos [666,2018,750,2034]
ad-title: BOLSA DE LISBOA [952,1650,1102,1668]
article-text: Pensa-se muito, actualmente, na educação da juventude e nos meios de a preparar para a vida. Não podemos esquecer que o ensino deve acompanhar a formação do caracter, e que a familia tem um papel essencial. As escolas estão a mudar, as ideias novas chegam de fóra, e as mães procuram conselho. Ha quem diga que a mulher moderna precisa de instrucção solida para bem dirigir a casa e os filhos. A questão é grave e merece ser estudada com attenção por todos os que se interessam pelo futuro da sociedade portugueza e pelo progresso moral do paiz. [158,989,301,1152]
ad-address: Rua Augusta, 24 [974,1740,1080,1756]
newspaper-name: A CAPITAL [518,4,609,19]
lottery-cell: 3349 [634,1627,653,1636]
article-text: Pensa-se muito, actualmente, na educação da juventude e nos meios de a preparar para a vida. Não podemos esquecer que o ensino deve acompanhar a formação do caracter, e que a familia tem um papel essencial. As escolas estão a mudar, as ideias novas chegam de fóra, e as mães procuram conselho. Ha quem diga que a mulher moderna precisa de instrucção solida para bem dirigir a casa e os filhos. A questão é grave e merece ser estudada com attenção por todos os que se interessam pelo futuro da sociedade portugueza e pelo progresso moral do paiz. [483,1722,622,1884]
article-text: Pensa-se muito, actualmente, na educação da juventude e nos meios de a preparar para a vida. Não podemos esquecer que o ensino deve acompanhar a formação do caracter, e que a familia tem um papel essencial. As escolas estão a mudar, as ideias novas chegam de fóra, e as mães procuram conselho. Ha quem diga que a mulher moderna precisa de instrucção solida para bem dirigir a casa e os filhos. A questão é grave e merece ser estudada com attenção por todos os que se interessam pelo futuro da sociedade portugueza e pelo progresso moral do paiz. [794,1756,934,1918]
article-text: Pensa-se muito, actualmente, na educação da juventude e nos meios de a preparar para a vida. Não podemos esquecer que o ensino deve acompanhar a formação do caracter, e que a familia tem um papel essencial. As escolas estão a mudar, as ideias novas chegam de fóra, e as mães procuram conselho. Ha quem diga que a mulher moderna precisa de instrucção solida para bem dirigir a casa e os filhos. A questão é grave e merece ser estudada com attenção por todos os que se interessam pelo futuro da sociedade portugueza e pelo progresso moral do paiz. [8,1489,151,1652]
exchange-cell: 47 3/8 [1081,1231,1109,1240]
article-text: Pensa-se muito, actualmente, na educação da juventude e nos meios de a preparar para a vida. Não podemos esquecer que o ensino deve acompanhar a formação do caracter, e que a familia tem um papel essencial. As escolas estão a mudar, as ideias novas chegam de fóra, e as mães procuram conselho. Ha quem diga que a mulher moderna precisa de instrucção solida para bem dirigir a casa e os filhos. A questão é grave e merece ser estudada com attenção por todos os que se interessam pelo futuro da sociedade portugueza e pelo progresso moral do paiz. [313,275,472,419]
advertisement-brazileira [634,1368,782,1513]
article-text: Pensa-se muito, actualmente, na educação da juventude e nos meios de a preparar para a vida. Não podemos esquecer que o ensino deve acompanhar a formação do caracter, e que a familia tem um papel essencial. As escolas estão a mudar, as ideias novas chegam de fóra, e as mães procuram conselho. Ha quem diga que a mulher moderna precisa de instrucção solida para bem dirigir a casa e os filhos. A questão é grave e merece ser estudada com attenção por todos os que se interessam pelo futuro da sociedade portugueza e pelo progresso moral do paiz. [944,29,1109,172]
article-text: Pensa-se muito, actualmente, na educação da juventude e nos meios de a preparar para a vida. Não podemos esquecer que o ensino deve acompanhar a formação do caracter, e que a familia tem um papel essencial. As escolas estão a mudar, as ideias novas chegam de fóra, e as mães procuram conselho. Ha quem diga que a mulher moderna precisa de instrucção solida para bem dirigir a casa e os filhos. A questão é grave e merece ser estudada com attenção por todos os que se interessam pelo futuro da sociedade portugueza e pelo progresso moral do paiz. [158,1656,301,1819]
article-text: Pensa-se muito, actualmente, na educação da juventude e nos meios de a preparar para a vida. Não podemos esquecer que o ensino deve acompanhar a formação do caracter, e que a familia tem um papel essencial. As escolas estão a mudar, as ideias novas chegam de fóra, e as mães procuram conselho. Ha quem diga que a mulher moderna precisa de instrucção solida para bem dirigir a casa e os filhos. A questão é grave e merece ser estudada com attenção por todos os que se interessam pelo futuro da sociedade portugueza e pelo progresso moral do paiz. [143,1919,301,2072]
column-2 [313,29,472,1979]
article-text: Pensa-se muito, actualmente, na educação da juventude e nos meios de a preparar para a vida. Não podemos esquecer que o ensino deve acompanhar a formação do caracter, e que a familia tem um papel essencial. As escolas estão a mudar, as ideias novas chegam de fóra, e as mães procuram conselho. Ha quem diga que a mulher moderna precisa de instrucção solida para bem dirigir a casa e os filhos. A questão é grave e merece ser estudada com attenção por todos os que se interessam pelo futuro da sociedade portugueza e pelo progresso moral do paiz. [794,593,934,755]
exchange-row [944,1241,1109,1251]
exchange-cell: 8$6 [1095,1289,1109,1298]
article-text: Pensa-se muito, actualmente, na educação da juventude e nos meios de a preparar para a vida. Não podemos esquecer que o ensino deve acompanhar a formação do caracter, e que a familia tem um papel essencial. As escolas estão a mudar, as ideias novas chegam de fóra, e as mães procuram conselho. Ha quem diga que a mulher moderna precisa de instrucção solida para bem dirigir a casa e os filhos. A questão é grave e merece ser estudada com attenção por todos os que se interessam pelo futuro da sociedade portugueza e pelo progresso moral do paiz. [158,1156,301,1319]
exchange-cell: Italia, cheque [944,1279,1010,1288]
section-heading: Registo civil na India [634,32,782,58]
article-text: Pensa-se muito, actualmente, na educação da juventude e nos meios de a preparar para a vida. Não podemos esquecer que o ensino deve acompanhar a formação do caracter, e que a familia tem um papel essencial. As escolas estão a mudar, as ideias novas chegam de fóra, e as mães procuram conselho. Ha quem diga que a mulher moderna precisa de instrucção solida para bem dirigir a casa e os filhos. A questão é grave e merece ser estudada com attenção por todos os que se interessam pelo futuro da sociedade portugueza e pelo progresso moral do paiz. [8,1322,151,1485]
ad-role: Corretor official [990,1692,1063,1703]
ad-text: Transacções em fundos publicos, papeis de credito, bilhetes do thesouro, etc. [955,1706,1099,1737]
exchange-cell: $36 [1095,1299,1109,1307]
exchange-row [944,1327,1109,1337]
section-heading: Paquetes do Brazil [313,1806,472,1832]
article-text: Pensa-se muito, actualmente, na educação da juventude e nos meios de a preparar para a vida. Não podemos esquecer que o ensino deve acompanhar a formação do caracter, e que a familia tem um papel essencial. As escolas estão a mudar, as ideias novas chegam de fóra, e as mães procuram conselho. Ha quem diga que a mulher moderna precisa de instrucção solida para bem dirigir a casa e os filhos. A questão é grave e merece ser estudada com attenção por todos os que se interessam pelo futuro da sociedade portugueza e pelo progresso moral do paiz. [143,2280,301,2433]
article-kicker: REPUBLICA BRAZILEIRA [334,32,451,42]
section-heading: MUSICA [483,901,622,930]
article-text: Pensa-se muito, actualmente, na educação da juventude e nos meios de a preparar para a vida. Não podemos esquecer que o ensino deve acompanhar a formação do caracter, e que a familia tem um papel essencial. As escolas estão a mudar, as ideias novas chegam de fóra, e as mães procuram conselho. Ha quem diga que a mulher moderna precisa de instrucção solida para bem dirigir a casa e os filhos. A questão é grave e merece ser estudada com attenção por todos os que se interessam pelo futuro da sociedade portugueza e pelo progresso moral do paiz. [8,2203,136,2385]
regulamento-headline-2: venda de pão [167,1871,277,1919]
lottery-row [634,1570,782,1579]
ultimas-noticias-title: ULTIMAS NOTICIAS [808,32,919,78]
section-heading: O bodo da Brazileira [345,1026,439,1038]
article-headline: A' mulher moderna destinada a educar as futuras gerações [14,43,294,125]
section-heading: O Porto n'A CAPITAL [944,176,1109,202]
ad-dates: EM 15 E 16 DO CORRENTE [646,1494,770,1505]
section-heading: Na Escola Medica [483,1516,622,1539]
masthead [0,0,1116,27]
column-1 [8,29,301,2571]
